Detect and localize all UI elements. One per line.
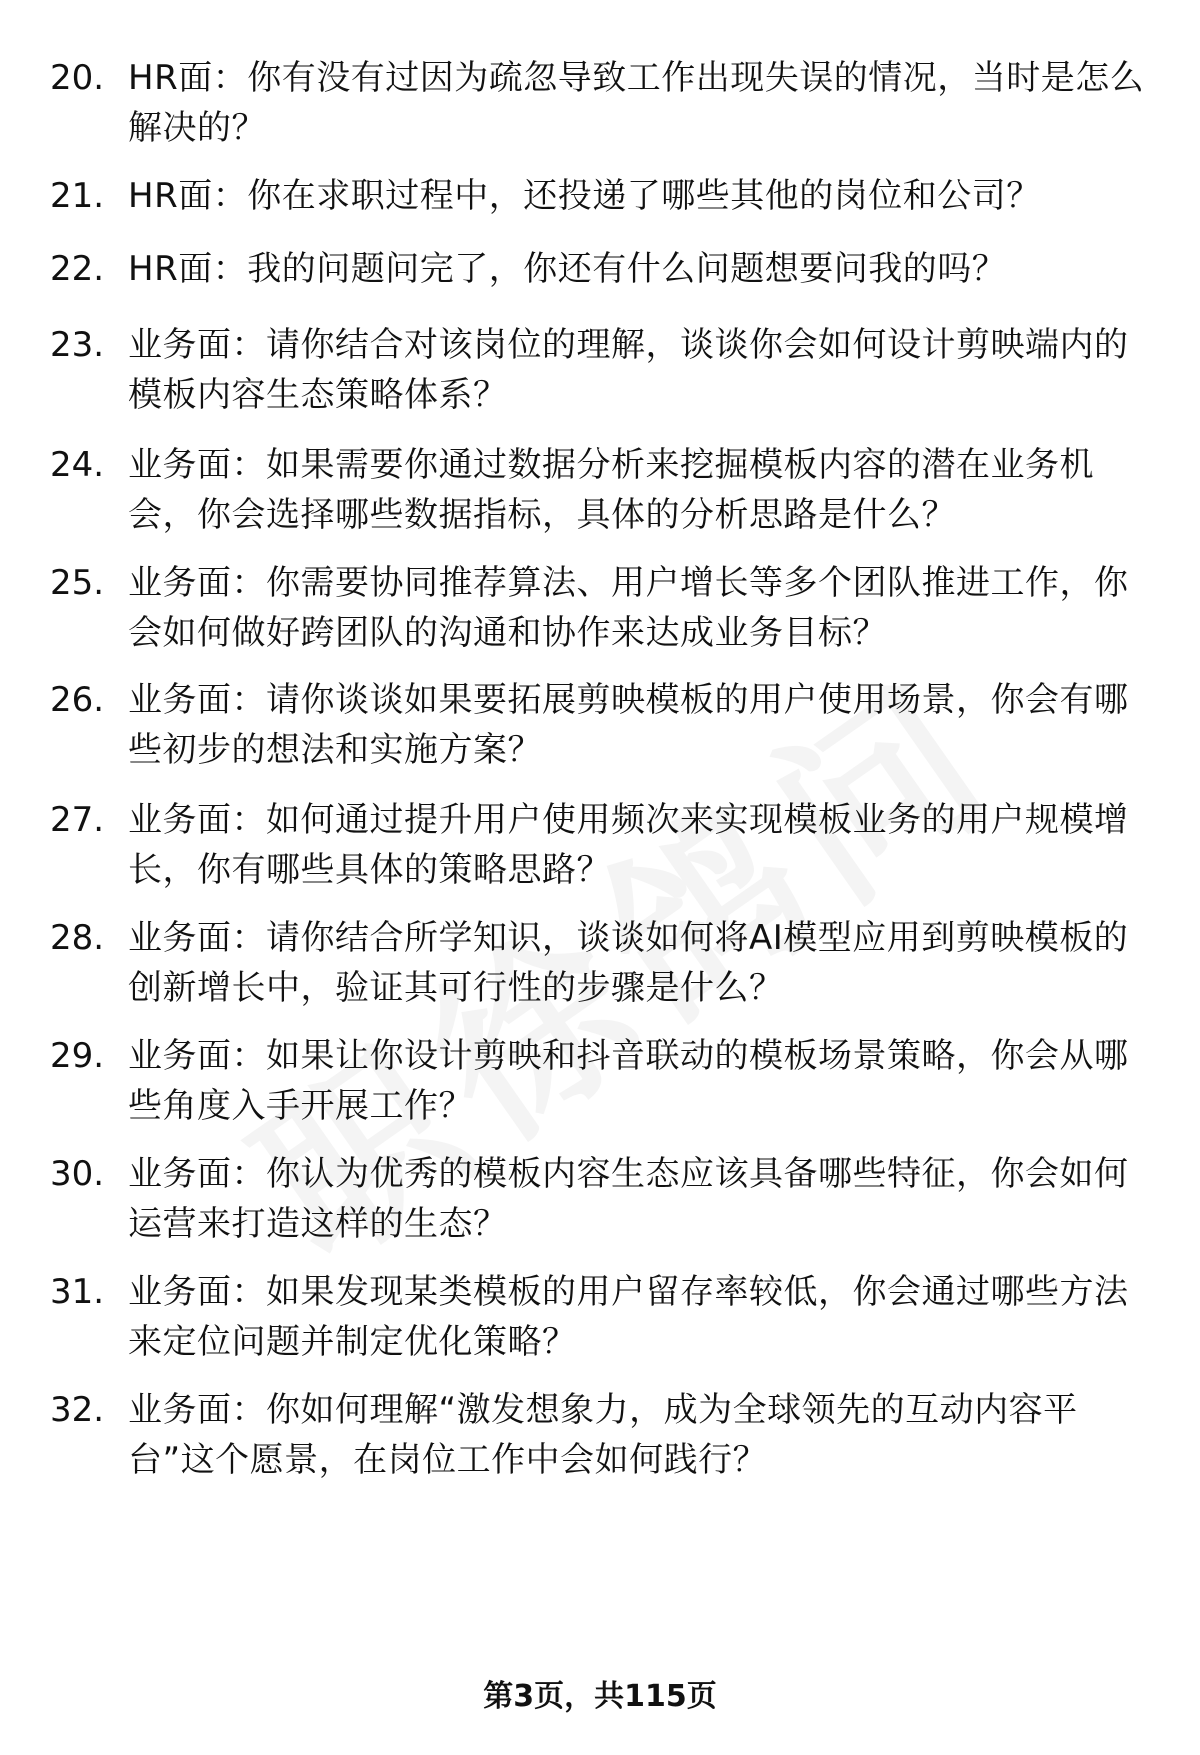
question-text: HR面：你有没有过因为疏忽导致工作出现失误的情况，当时是怎么解决的？ [128,58,1145,148]
question-number: 31. [50,1272,105,1312]
question-text: 业务面：如果发现某类模板的用户留存率较低，你会通过哪些方法来定位问题并制定优化策略？ [128,1272,1129,1362]
question-number: 21. [50,176,105,216]
page-footer: 第3页，共115页 [483,1679,717,1714]
question-text: 业务面：如何通过提升用户使用频次来实现模板业务的用户规模增长，你有哪些具体的策略思路？ [128,800,1129,890]
question-number: 26. [50,680,105,720]
question-number: 24. [50,445,105,485]
question-text: 业务面：如果让你设计剪映和抖音联动的模板场景策略，你会从哪些角度入手开展工作？ [128,1036,1129,1126]
question-number: 22. [50,249,105,289]
question-number: 32. [50,1390,105,1430]
question-number: 28. [50,918,105,958]
question-number: 23. [50,325,105,365]
question-text: 业务面：如果需要你通过数据分析来挖掘模板内容的潜在业务机会，你会选择哪些数据指标，具体的分析思路是什么？ [128,445,1094,535]
question-number: 29. [50,1036,105,1076]
question-text: 业务面：请你结合对该岗位的理解，谈谈你会如何设计剪映端内的模板内容生态策略体系？ [128,325,1129,415]
question-text: 业务面：请你结合所学知识，谈谈如何将AI模型应用到剪映模板的创新增长中，验证其可行性的步骤是什么？ [128,918,1129,1008]
question-text: 业务面：你需要协同推荐算法、用户增长等多个团队推进工作，你会如何做好跨团队的沟通和协作来达成业务目标？ [128,563,1129,653]
question-text: HR面：我的问题问完了，你还有什么问题想要问我的吗？ [128,249,1007,289]
question-text: 业务面：请你谈谈如果要拓展剪映模板的用户使用场景，你会有哪些初步的想法和实施方案？ [128,680,1129,770]
question-text: 业务面：你认为优秀的模板内容生态应该具备哪些特征，你会如何运营来打造这样的生态？ [128,1154,1129,1244]
question-text: HR面：你在求职过程中，还投递了哪些其他的岗位和公司？ [128,176,1041,216]
question-number: 20. [50,58,105,98]
question-text: 业务面：你如何理解“激发想象力，成为全球领先的互动内容平台”这个愿景，在岗位工作中会如何践行？ [128,1390,1078,1480]
question-number: 30. [50,1154,105,1194]
question-number: 25. [50,563,105,603]
question-number: 27. [50,800,105,840]
